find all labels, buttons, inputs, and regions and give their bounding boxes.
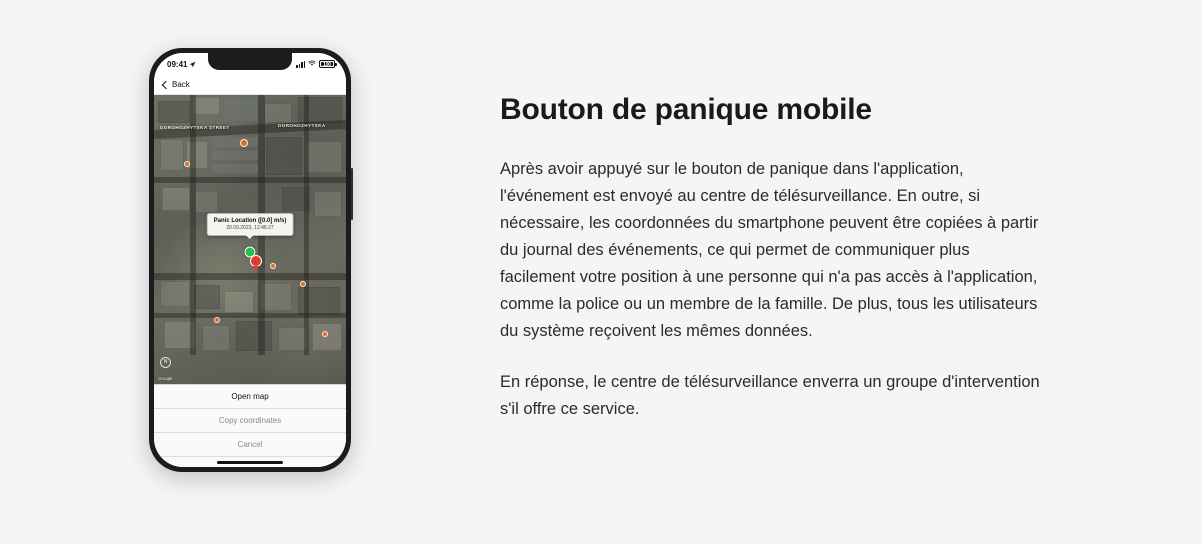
callout-timestamp: 20.09.2023, 12:46:27 bbox=[226, 225, 274, 231]
phone-mockup-column bbox=[0, 0, 500, 472]
chevron-left-icon[interactable] bbox=[162, 80, 170, 88]
battery-level-label: 100 bbox=[321, 62, 333, 66]
phone-notch bbox=[208, 53, 292, 70]
map-poi-marker[interactable] bbox=[240, 139, 248, 147]
map-attribution: Google bbox=[158, 376, 173, 381]
cellular-signal-icon bbox=[296, 61, 305, 68]
action-sheet bbox=[154, 384, 346, 467]
callout-title: Panic Location ([0.0] m/s) bbox=[213, 218, 287, 224]
map-poi-marker[interactable] bbox=[184, 161, 190, 167]
back-button-label[interactable]: Back bbox=[172, 80, 190, 89]
page-title: Bouton de panique mobile bbox=[500, 93, 872, 126]
cancel-button[interactable]: Cancel bbox=[154, 433, 346, 457]
map-view[interactable] bbox=[154, 95, 346, 384]
panic-location-pin[interactable] bbox=[250, 255, 262, 271]
location-arrow-icon bbox=[189, 61, 196, 68]
map-poi-marker[interactable] bbox=[322, 331, 328, 337]
map-buildings-layer bbox=[154, 95, 346, 384]
street-label: DOROHOZHYTSKA STREET bbox=[160, 125, 230, 130]
copy-coordinates-button[interactable]: Copy coordinates bbox=[154, 409, 346, 433]
map-poi-marker[interactable] bbox=[300, 281, 306, 287]
map-poi-marker[interactable] bbox=[270, 263, 276, 269]
phone-screen bbox=[154, 53, 346, 467]
compass-icon[interactable]: N bbox=[160, 357, 171, 368]
nav-bar bbox=[154, 75, 346, 95]
article-text-column bbox=[500, 0, 1100, 423]
home-indicator bbox=[154, 457, 346, 467]
battery-icon bbox=[319, 60, 335, 68]
status-time: 09:41 bbox=[167, 59, 188, 69]
body-paragraph: En réponse, le centre de télésurveillance enverra un groupe d'intervention s'il offre ce service. bbox=[500, 373, 1040, 418]
phone-device-frame bbox=[149, 48, 351, 472]
status-bar-right bbox=[296, 60, 335, 69]
status-bar-left bbox=[167, 60, 196, 69]
body-paragraph: Après avoir appuyé sur le bouton de panique dans l'application, l'événement est envoyé au centre de télésurveillance. En outre, si nécessaire, les coordonnées du smartphone peuvent être copiées à partir du journal des événements, ce qui permet de communiquer plus facilement votre position à une personne qui n'a pas accès à l'application, comme la police ou un membre de la famille. De plus, tous les utilisateurs du système reçoivent les mêmes données. bbox=[500, 160, 1039, 340]
street-label: DOROHOZHYTSKA bbox=[278, 123, 326, 128]
map-poi-marker[interactable] bbox=[214, 317, 220, 323]
wifi-icon bbox=[308, 60, 316, 69]
open-map-button[interactable]: Open map bbox=[154, 385, 346, 409]
panic-location-callout bbox=[207, 213, 294, 236]
